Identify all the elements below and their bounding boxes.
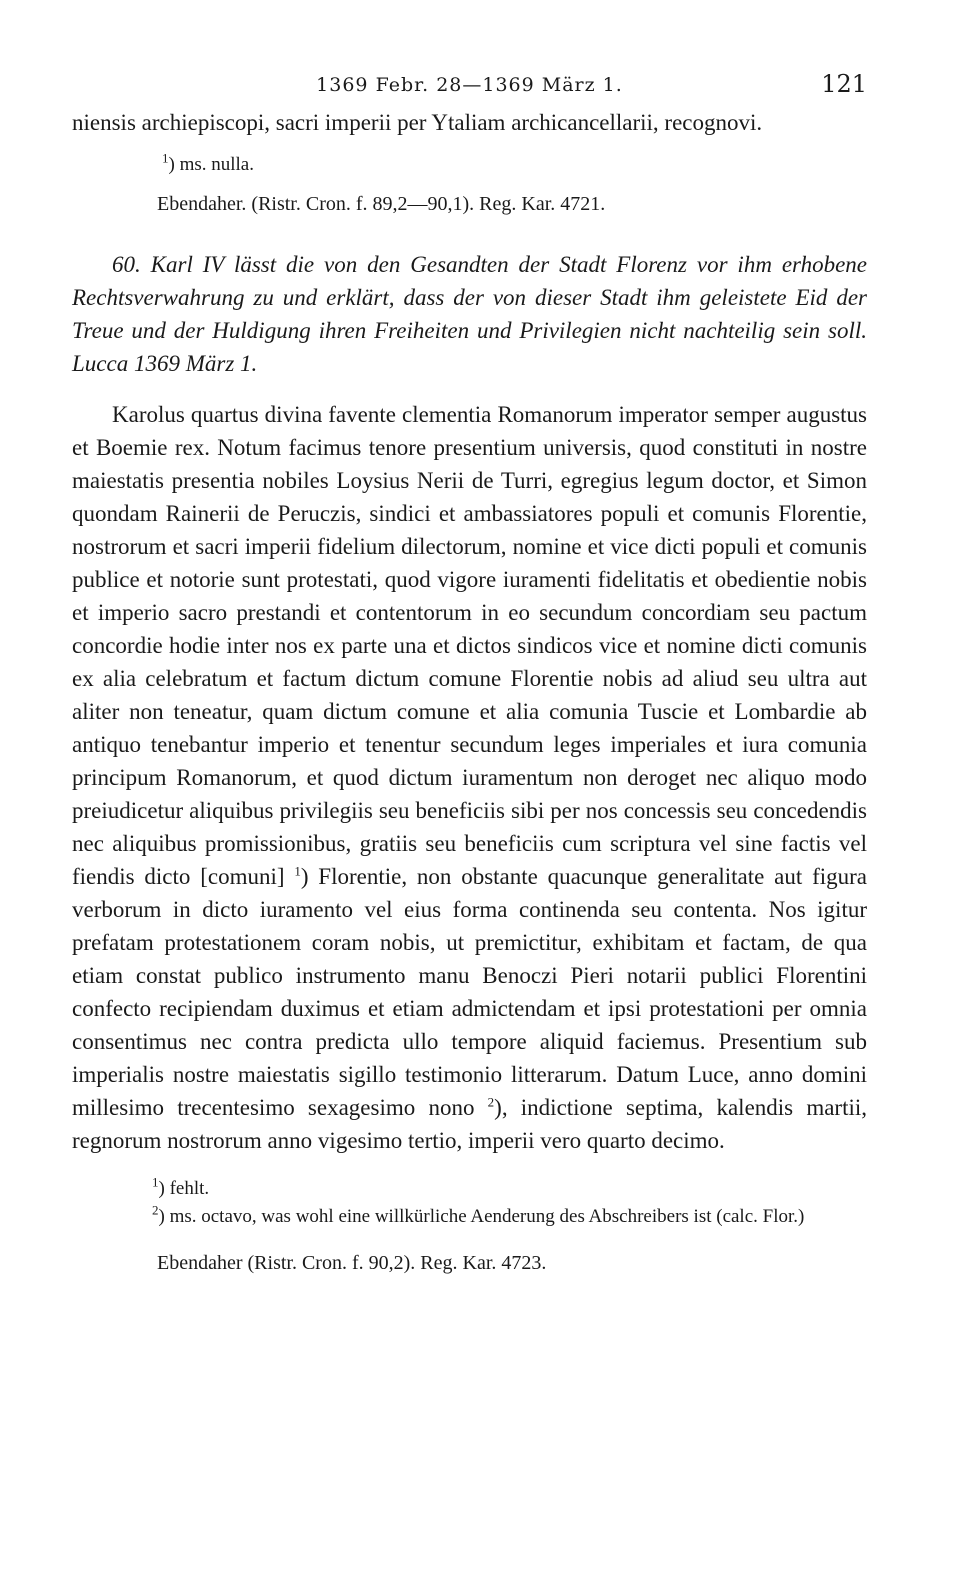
footnote-marker: 1 [162,150,169,166]
previous-footnote [72,151,867,178]
document-number: 60. [112,252,141,277]
document-source-line: Ebendaher (Ristr. Cron. f. 90,2). Reg. Kar. 4723. [157,1252,547,1274]
previous-source-line: Ebendaher. (Ristr. Cron. f. 89,2—90,1). Reg. Kar. 4721. [157,193,606,215]
running-head-dates: 1369 Febr. 28—1369 März 1. [316,74,623,96]
footnotes [72,1175,867,1231]
footnote-text: ) ms. octavo, was wohl eine willkürliche Aenderung des Abschreibers ist (calc. Flor.) [158,1206,805,1227]
text-part-1: Karolus quartus divina favente clementia Romanorum imperator semper augustus et Boemie rex. Notum facimus tenore presentium universis, quod constituti in nostre maiestatis presentia nobiles Loysius Nerii de Turri, egregius legum doctor, et Simon quondam Rainerii de Peruczis, sindici et ambassiatores populi et comunis Florentie, nostrorum et sacri imperii fidelium dilectorum, nomine et vice dicti populi et comunis publice et notorie sunt protestati, quod vigore iuramenti fidelitatis et obedientie nobis et imperio sacro prestandi et contentorum in eo secundum concordiam seu pactum concordie hodie inter nos ex parte una et dictos sindicos vice et nomine dicti comunis ex alia celebratum et factum dictum comune Florentie nobis ad aliud seu ultra aut aliter non teneatur, quam dictum comune et alia comunia Tuscie et Lombardie ab antiquo tenebantur imperio et tenentur secundum leges imperiales et iura comunia principum Romanorum, et quod dictum iuramentum non deroget nec aliquo modo preiudicetur aliquibus privilegiis seu beneficiis sibi per nos concessis seu concedendis nec aliquibus promissionibus, gratiis seu beneficiis cum scriptura vel sine factis vel fiendis dicto [comuni] [72,402,867,889]
regest-text: Karl IV lässt die von den Gesandten der Stadt Florenz vor ihm erhobene Rechtsverwahrung zu und erklärt, dass der von dieser Stadt ihm geleistete Eid der Treue und der Huldigung ihren Freiheiten und Privilegien nicht nachteilig sein soll. Lucca 1369 März 1. [72,252,867,376]
text-part-3: ), indictione septima, kalendis martii, regnorum nostrorum anno vigesimo tertio, imperii vero quarto decimo. [72,1095,868,1153]
running-head [72,70,867,106]
page-number: 121 [821,70,867,98]
footnote-ref-2: 2 [487,1094,495,1110]
footnote-2 [152,1203,867,1231]
footnote-1 [152,1175,867,1203]
footnote-marker: 2 [152,1202,159,1218]
text-part-2: ) Florentie, non obstante quacunque generalitate aut figura verborum in dicto iuramento vel eius forma continenda seu contenta. Nos igitur prefatam protestationem coram nobis, ut premictitur, exhibitam et factam, de qua etiam constat publico instrumento manu Benoczi Pieri notarii publici Florentini confecto recipiendam duximus et etiam admictendam et ipsi protestationi per omnia consentimus nec contra predicta ullo tempore aliquid faciemus. Presentium sub imperialis nostre maiestatis sigillo testimonio litterarum. Datum Luce, anno domini millesimo trecentesimo sexagesimo nono [72,864,867,1120]
document-text [72,398,867,1157]
footnote-text: ) ms. nulla. [168,154,254,175]
footnote-marker: 1 [152,1174,159,1190]
footnote-text: ) fehlt. [158,1178,210,1199]
previous-document-tail: niensis archiepiscopi, sacri imperii per Ytaliam archicancellarii, recognovi. [72,110,763,135]
footnote-ref-1: 1 [294,863,301,879]
document-page [72,70,867,1277]
document-regest [72,248,867,380]
